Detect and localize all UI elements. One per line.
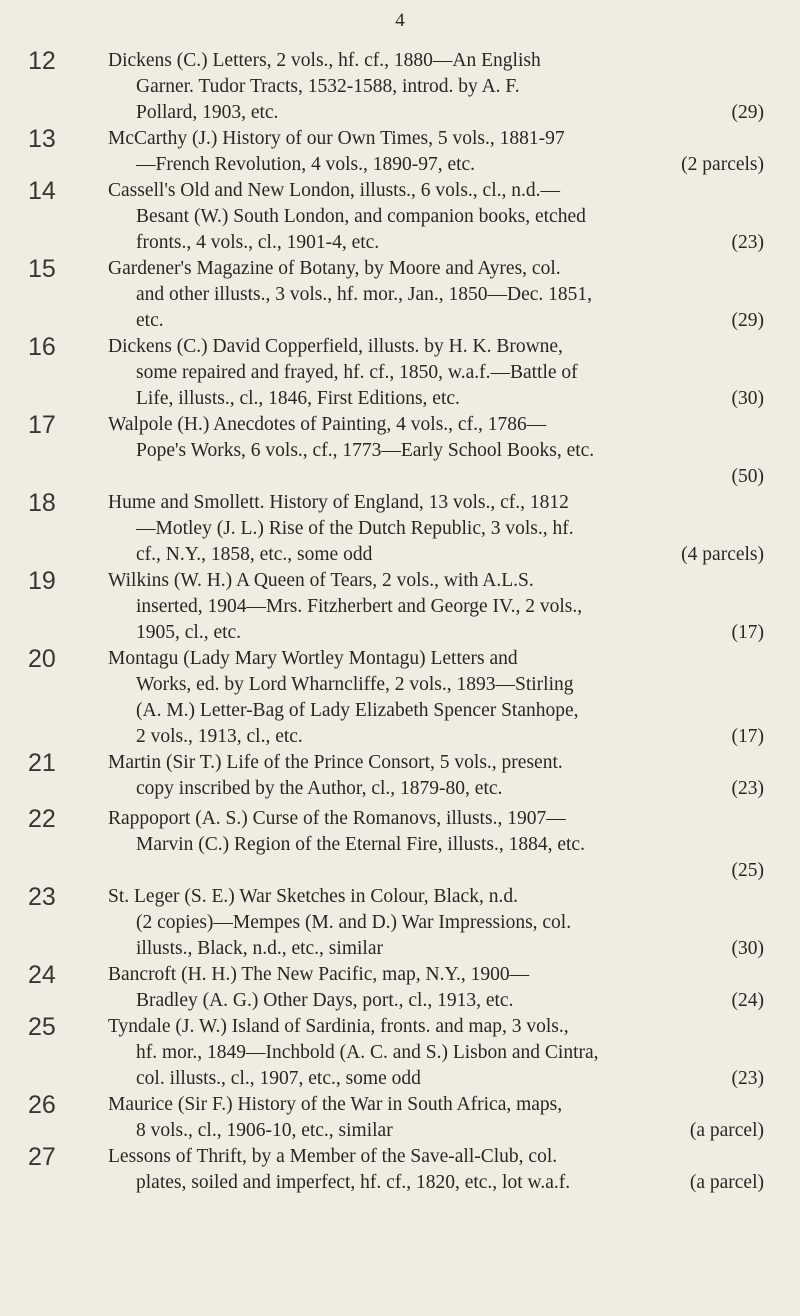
lot-number: 22 xyxy=(28,805,56,833)
lot-description xyxy=(108,806,764,884)
lot-number: 25 xyxy=(28,1013,56,1041)
lot-entry xyxy=(0,1014,800,1092)
lot-description xyxy=(108,412,764,490)
lot-description xyxy=(108,490,764,568)
lot-entry xyxy=(0,334,800,412)
lot-number: 20 xyxy=(28,645,56,673)
lot-description-line: Marvin (C.) Region of the Eternal Fire, illusts., 1884, etc. xyxy=(136,834,585,855)
lot-description xyxy=(108,750,764,802)
lot-price: (29) xyxy=(731,310,764,331)
lot-description-line: Besant (W.) South London, and companion books, etched xyxy=(136,206,586,227)
lot-entry xyxy=(0,750,800,802)
lot-description-line: 1905, cl., etc. (17) xyxy=(108,620,764,646)
lot-entry xyxy=(0,568,800,646)
lot-description-line: (2 copies)—Mempes (M. and D.) War Impressions, col. xyxy=(136,912,572,933)
lot-description-line: (A. M.) Letter-Bag of Lady Elizabeth Spencer Stanhope, xyxy=(136,700,579,721)
lot-entry xyxy=(0,1144,800,1196)
lot-entry xyxy=(0,646,800,750)
lot-description-line: St. Leger (S. E.) War Sketches in Colour, Black, n.d. xyxy=(108,886,518,907)
lot-price: (a parcel) xyxy=(689,1172,764,1193)
lot-description-line: plates, soiled and imperfect, hf. cf., 1820, etc., lot w.a.f. (a parcel) xyxy=(108,1170,764,1196)
lot-number: 12 xyxy=(28,47,56,75)
lot-number: 23 xyxy=(28,883,56,911)
lot-description-line: Rappoport (A. S.) Curse of the Romanovs, illusts., 1907— xyxy=(108,808,566,829)
lot-description-line: col. illusts., cl., 1907, etc., some odd (23) xyxy=(108,1066,764,1092)
lot-description-line: inserted, 1904—Mrs. Fitzherbert and George IV., 2 vols., xyxy=(136,596,583,617)
lot-price: (a parcel) xyxy=(689,1120,764,1141)
lot-description-line: Wilkins (W. H.) A Queen of Tears, 2 vols., with A.L.S. xyxy=(108,570,534,591)
lot-entry xyxy=(0,806,800,884)
lot-description-line: copy inscribed by the Author, cl., 1879-80, etc. (23) xyxy=(108,776,764,802)
lot-description-line: 8 vols., cl., 1906-10, etc., similar (a parcel) xyxy=(108,1118,764,1144)
lot-description xyxy=(108,646,764,750)
lot-description xyxy=(108,334,764,412)
lot-entry xyxy=(0,48,800,126)
lot-description xyxy=(108,1014,764,1092)
lot-price: (17) xyxy=(731,622,764,643)
lot-description-line: Works, ed. by Lord Wharncliffe, 2 vols., 1893—Stirling xyxy=(136,674,574,695)
lot-description xyxy=(108,884,764,962)
lot-price: (50) xyxy=(731,466,764,487)
lot-description-line: Hume and Smollett. History of England, 13 vols., cf., 1812 xyxy=(108,492,569,513)
lot-description xyxy=(108,1092,764,1144)
lot-description xyxy=(108,568,764,646)
lot-description-line: etc. (29) xyxy=(108,308,764,334)
lot-number: 18 xyxy=(28,489,56,517)
lot-description-line: Walpole (H.) Anecdotes of Painting, 4 vols., cf., 1786— xyxy=(108,414,547,435)
lot-entry xyxy=(0,1092,800,1144)
lot-price: (30) xyxy=(731,938,764,959)
lot-number: 16 xyxy=(28,333,56,361)
lot-description xyxy=(108,178,764,256)
lot-description xyxy=(108,126,764,178)
lot-entry xyxy=(0,126,800,178)
lot-price: (17) xyxy=(731,726,764,747)
lot-description-line: Martin (Sir T.) Life of the Prince Consort, 5 vols., present. xyxy=(108,752,563,773)
lot-description-line: Gardener's Magazine of Botany, by Moore and Ayres, col. xyxy=(108,258,561,279)
lot-description-line: McCarthy (J.) History of our Own Times, 5 vols., 1881-97 xyxy=(108,128,565,149)
page-number: 4 xyxy=(395,10,405,31)
lot-number: 13 xyxy=(28,125,56,153)
lot-price: (24) xyxy=(731,990,764,1011)
lot-description-line: Pope's Works, 6 vols., cf., 1773—Early School Books, etc. xyxy=(136,440,595,461)
lot-number: 24 xyxy=(28,961,56,989)
lot-description xyxy=(108,256,764,334)
lot-price: (30) xyxy=(731,388,764,409)
lot-description xyxy=(108,48,764,126)
lot-number: 27 xyxy=(28,1143,56,1171)
lot-number: 14 xyxy=(28,177,56,205)
lot-entry xyxy=(0,256,800,334)
lot-price: (2 parcels) xyxy=(681,154,764,175)
lot-description-line: Bancroft (H. H.) The New Pacific, map, N.Y., 1900— xyxy=(108,964,530,985)
lot-description-line: Pollard, 1903, etc. (29) xyxy=(108,100,764,126)
lot-price: (4 parcels) xyxy=(681,544,764,565)
lot-price: (23) xyxy=(731,778,764,799)
lot-description xyxy=(108,962,764,1014)
lot-description-line: and other illusts., 3 vols., hf. mor., Jan., 1850—Dec. 1851, xyxy=(136,284,593,305)
lot-description-line: Life, illusts., cl., 1846, First Editions, etc. (30) xyxy=(108,386,764,412)
lot-number: 15 xyxy=(28,255,56,283)
lot-price: (25) xyxy=(731,860,764,881)
lot-number: 17 xyxy=(28,411,56,439)
lot-description-line: Cassell's Old and New London, illusts., 6 vols., cl., n.d.— xyxy=(108,180,560,201)
lot-description-line: Tyndale (J. W.) Island of Sardinia, fronts. and map, 3 vols., xyxy=(108,1016,569,1037)
lot-number: 19 xyxy=(28,567,56,595)
lot-description-line: Montagu (Lady Mary Wortley Montagu) Letters and xyxy=(108,648,518,669)
lot-list xyxy=(0,48,800,1196)
lot-description-line: —Motley (J. L.) Rise of the Dutch Republic, 3 vols., hf. xyxy=(136,518,574,539)
lot-price: (23) xyxy=(731,1068,764,1089)
lot-description-line: Garner. Tudor Tracts, 1532-1588, introd. by A. F. xyxy=(136,76,520,97)
lot-entry xyxy=(0,884,800,962)
lot-description-line: Bradley (A. G.) Other Days, port., cl., 1913, etc. (24) xyxy=(108,988,764,1014)
lot-description xyxy=(108,1144,764,1196)
lot-description-line: —French Revolution, 4 vols., 1890-97, etc. (2 parcels) xyxy=(108,152,764,178)
lot-description-line: cf., N.Y., 1858, etc., some odd (4 parcels) xyxy=(108,542,764,568)
lot-description-line: Lessons of Thrift, by a Member of the Save-all-Club, col. xyxy=(108,1146,558,1167)
lot-entry xyxy=(0,412,800,490)
lot-number: 21 xyxy=(28,749,56,777)
lot-description-line: Maurice (Sir F.) History of the War in South Africa, maps, xyxy=(108,1094,563,1115)
lot-description-line: Dickens (C.) Letters, 2 vols., hf. cf., 1880—An English xyxy=(108,50,541,71)
lot-entry xyxy=(0,490,800,568)
lot-description-line: hf. mor., 1849—Inchbold (A. C. and S.) Lisbon and Cintra, xyxy=(136,1042,599,1063)
lot-description-line: Dickens (C.) David Copperfield, illusts. by H. K. Browne, xyxy=(108,336,563,357)
lot-number: 26 xyxy=(28,1091,56,1119)
lot-price: (23) xyxy=(731,232,764,253)
lot-description-line: fronts., 4 vols., cl., 1901-4, etc. (23) xyxy=(108,230,764,256)
lot-description-line: some repaired and frayed, hf. cf., 1850, w.a.f.—Battle of xyxy=(136,362,578,383)
lot-entry xyxy=(0,962,800,1014)
lot-description-line: 2 vols., 1913, cl., etc. (17) xyxy=(108,724,764,750)
lot-description-line: illusts., Black, n.d., etc., similar (30) xyxy=(108,936,764,962)
lot-entry xyxy=(0,178,800,256)
lot-price: (29) xyxy=(731,102,764,123)
